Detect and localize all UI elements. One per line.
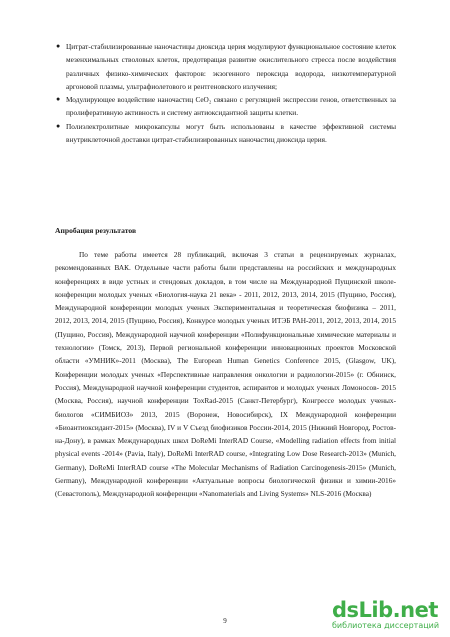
bullet-icon: ●: [56, 121, 61, 130]
list-item-text: Полиэлектролитные микрокапсулы могут быть использованы в качестве эффективной системы внутриклеточной доставки цитрат-стабилизированных наночастиц диоксида церия.: [66, 121, 396, 145]
list-item: [56, 40, 396, 93]
list-item-text: Модулирующее воздействие наночастиц CeO₂ связано с регуляцией экспрессии генов, ответственных за пролиферативную активность и систему антиоксидантной защиты клетки.: [66, 95, 396, 118]
dslib-watermark[interactable]: [332, 599, 442, 635]
bullet-icon: ●: [56, 95, 61, 104]
list-item-text: Цитрат-стабилизированные наночастицы диоксида церия модулируют функциональное состояние клеток мезенхимальных стволовых клеток, предотвращая развитие окислительного стресса после воздействия различных физико-химических факторов: экзогенного пероксида водорода, низкотемпературной аргоновой плазмы, ультрафиолетового и рентгеновского излучения;: [66, 42, 396, 91]
dslib-logo: dsLib.net: [332, 598, 438, 622]
list-item: [56, 93, 396, 120]
conclusions-list: [56, 40, 396, 146]
bullet-icon: ●: [56, 42, 61, 50]
body-paragraph: По теме работы имеется 28 публикаций, включая 3 статьи в рецензируемых журналах, рекомендованных ВАК. Отдельные части работы были представлены на российских и международных конференциях в виде устных и стендовых докладов, в том числе на Международной Пущинской школе-конференции молодых ученых «Биология-наука 21 века» - 2011, 2012, 2013, 2014, 2015 (Пущино, Россия), Международной конференции молодых ученых Экспериментальная и теоретическая биофизика – 2011, 2012, 2013, 2014, 2015 (Пущино, Россия), Конкурсе молодых ученых ИТЭБ РАН-2011, 2012, 2013, 2014, 2015 (Пущино, Россия), Международной научной конференции «Полифункциональные химические материалы и технологии» (Томск, 2013), Первой региональной конференции инновационных проектов Московской области «УМНИК»-2011 (Москва), The European Human Genetics Conference 2015, (Glasgow, UK), Конференции молодых ученых «Перспективные направления онкологии и радиологии-2015» (г. Обнинск, Россия), Международной научной конференции студентов, аспирантов и молодых ученых Ломоносов- 2015 (Москва, Россия), научной конференции ToxRad-2015 (Санкт-Петербург), Конгрессе молодых ученых-биологов «СИМБИОЗ» 2013, 2015 (Воронеж, Новосибирск), IX Международной конференции «Биоантиоксидант-2015» (Москва), IV и V Съезд биофизиков России-2014, 2015 (Нижний Новгород, Ростов-на-Дону), в рамках Международных школ DoReMi InterRAD Course, «Modelling radiation effects from initial physical events -2014» (Pavia, Italy), DoReMi InterRAD course, «Integrating Low Dose Research-2013» (Munich, Germany), DoReMi InterRAD course «The Molecular Mechanisms of Radiation Carcinogenesis-2015» (Munich, Germany), Международной конференции «Актуальные вопросы биологической физики и химии-2016» (Севастополь), Международной конференции «Nanomaterials and Living Systems» NLS-2016 (Москва): [55, 250, 396, 499]
dslib-subtitle: библиотека диссертаций: [332, 621, 440, 630]
approbation-text: [55, 248, 396, 501]
section-heading: Апробация результатов: [55, 226, 137, 235]
list-item: [56, 120, 396, 147]
page-number: 9: [223, 617, 227, 625]
